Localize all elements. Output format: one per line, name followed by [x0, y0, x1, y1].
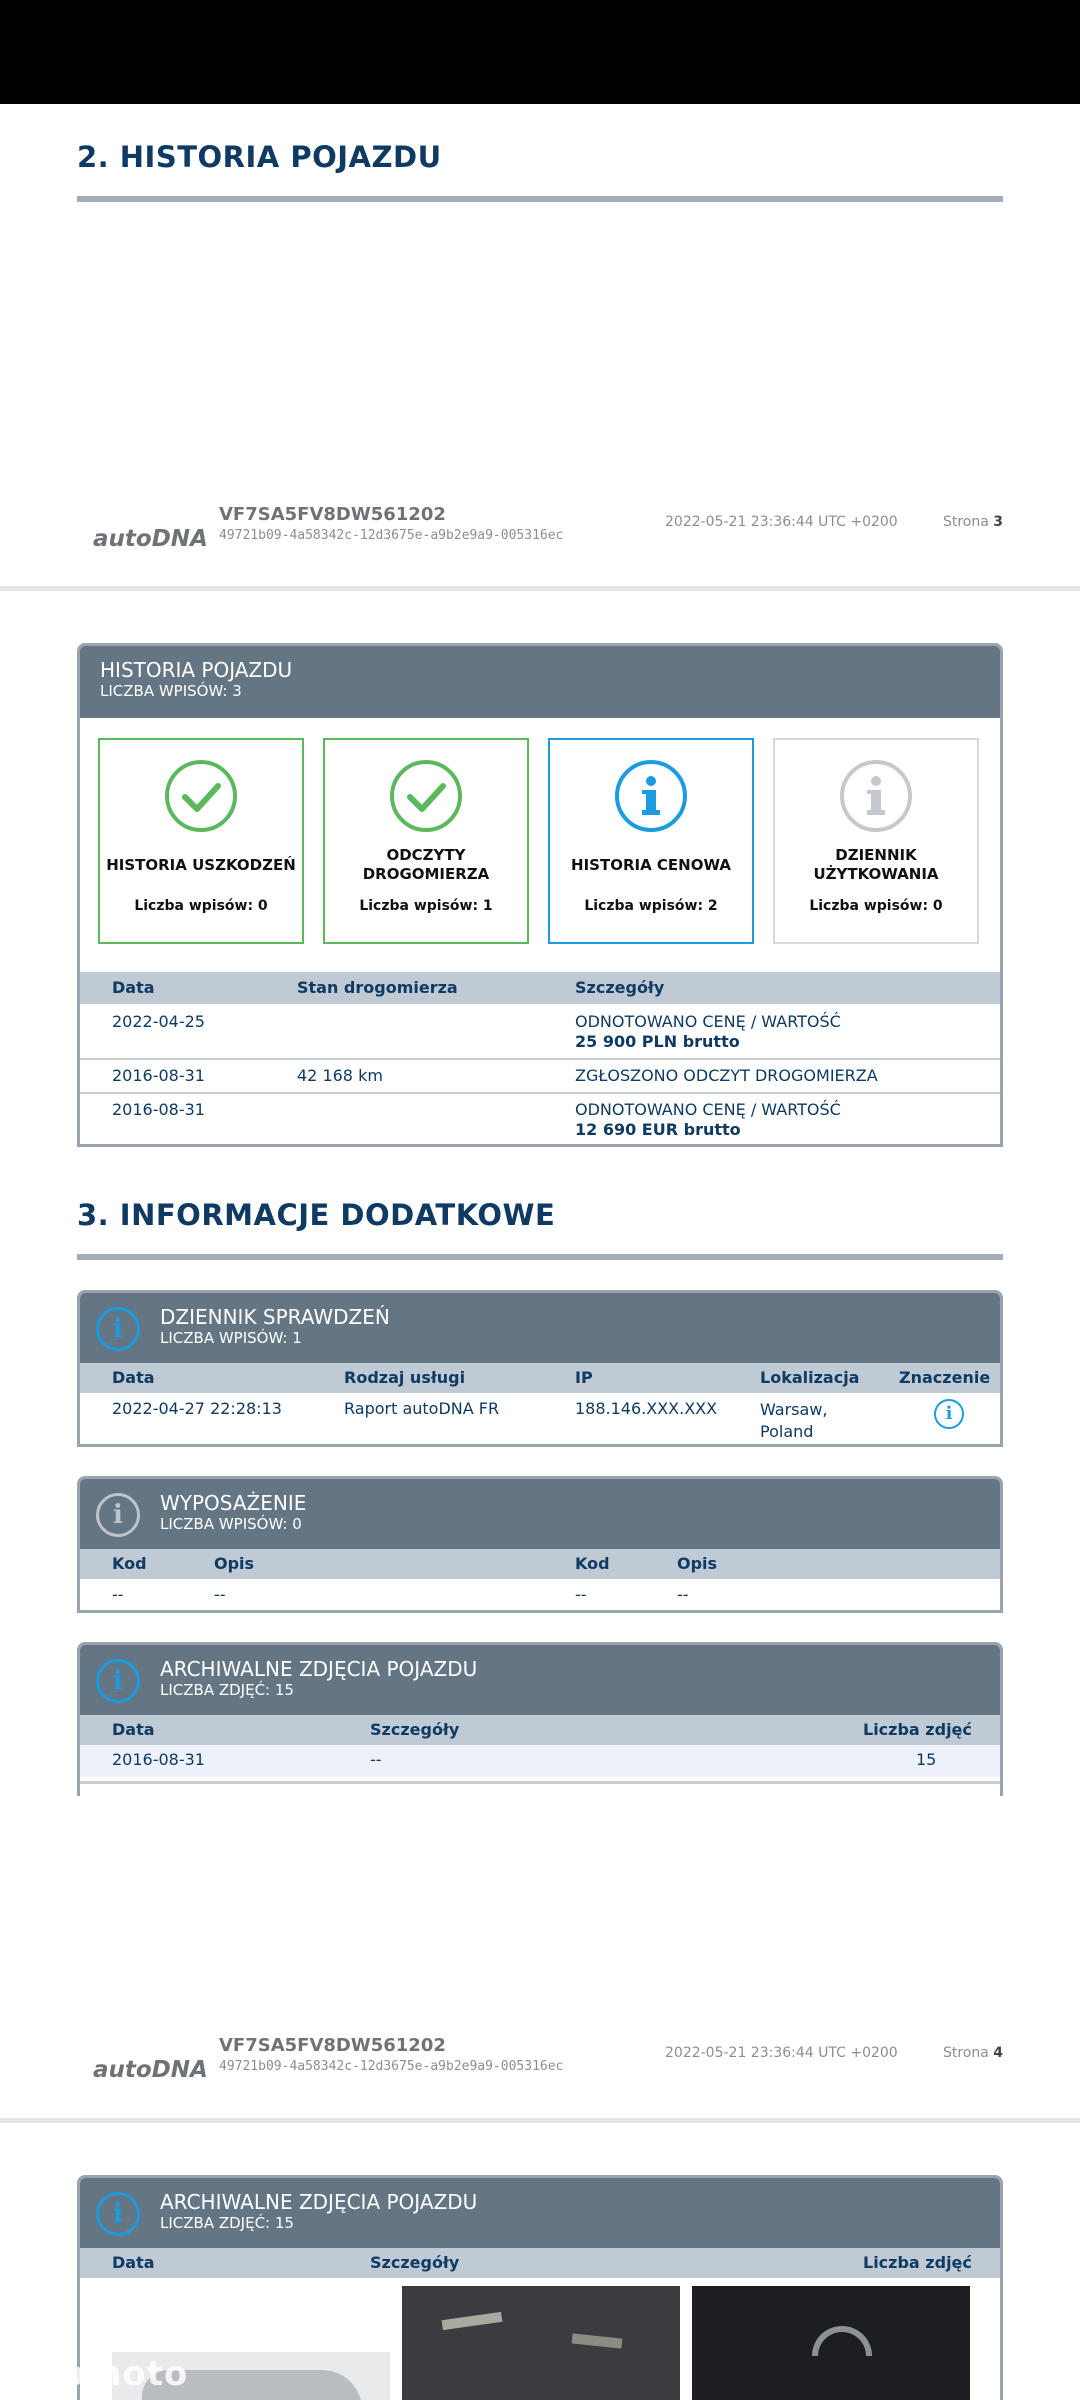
col-details: Szczegóły	[575, 978, 665, 997]
info-icon: i	[96, 1493, 140, 1537]
card-damage-history[interactable]	[98, 738, 304, 944]
photos-table-header	[80, 2248, 1000, 2278]
row-location: Warsaw, Poland	[760, 1400, 828, 1441]
row-detail: ODNOTOWANO CENĘ / WARTOŚĆ	[575, 1012, 841, 1031]
card-usage-log[interactable]	[773, 738, 979, 944]
col-photo-count: Liczba zdjęć	[863, 2253, 972, 2272]
checks-table-header	[80, 1363, 1000, 1393]
col-data: Data	[112, 978, 155, 997]
photos-panel-header	[80, 2178, 1000, 2248]
history-table-header	[80, 972, 1000, 1004]
history-title: HISTORIA POJAZDU	[100, 658, 293, 682]
row-detail: ZGŁOSZONO ODCZYT DROGOMIERZA	[575, 1066, 878, 1085]
card-count: Liczba wpisów: 0	[809, 898, 943, 914]
check-icon	[390, 760, 462, 832]
row-odometer: 42 168 km	[297, 1066, 383, 1085]
row-date: 2016-08-31	[112, 1100, 205, 1119]
footer-page: Strona 3	[942, 514, 1003, 530]
door-handle	[812, 2326, 872, 2356]
col-data: Data	[112, 1720, 155, 1739]
row-detail: ODNOTOWANO CENĘ / WARTOŚĆ	[575, 1100, 841, 1119]
info-icon: i	[96, 2192, 140, 2236]
autodna-logo: autoDNA	[93, 526, 208, 552]
history-subtitle: LICZBA WPISÓW: 3	[100, 682, 242, 700]
col-code: Kod	[112, 1554, 147, 1573]
card-title: ODCZYTY DROGOMIERZA	[362, 846, 490, 883]
card-count: Liczba wpisów: 0	[134, 898, 268, 914]
footer-vin: VF7SA5FV8DW561202	[219, 504, 446, 525]
row-detail: --	[370, 1750, 382, 1769]
section-3-title: 3. INFORMACJE DODATKOWE	[77, 1198, 556, 1232]
col-details: Szczegóły	[370, 2253, 460, 2272]
autodna-logo: autoDNA	[93, 2057, 208, 2083]
info-icon[interactable]: i	[934, 1399, 964, 1429]
col-description: Opis	[677, 1554, 718, 1573]
photos-subtitle: LICZBA ZDJĘĆ: 15	[160, 1681, 294, 1699]
row-value: 12 690 EUR brutto	[575, 1120, 741, 1139]
col-description: Opis	[214, 1554, 255, 1573]
col-photo-count: Liczba zdjęć	[863, 1720, 972, 1739]
row-value: 25 900 PLN brutto	[575, 1032, 740, 1051]
col-service: Rodzaj usługi	[344, 1368, 466, 1387]
col-data: Data	[112, 2253, 155, 2272]
table-row	[80, 1004, 1000, 1058]
col-code: Kod	[575, 1554, 610, 1573]
history-cards	[80, 718, 1000, 972]
photos-table-header	[80, 1715, 1000, 1745]
card-title: HISTORIA USZKODZEŃ	[106, 855, 296, 874]
row-value: --	[575, 1585, 587, 1604]
section-3-rule	[77, 1254, 1003, 1260]
info-icon	[615, 760, 687, 832]
col-data: Data	[112, 1368, 155, 1387]
page-footer-4	[77, 2035, 1003, 2095]
photos-title: ARCHIWALNE ZDJĘCIA POJAZDU	[160, 1657, 478, 1681]
photo-highlight	[442, 2312, 503, 2330]
col-ip: IP	[575, 1368, 593, 1387]
card-count: Liczba wpisów: 1	[359, 898, 493, 914]
photos-panel	[77, 1642, 1003, 1796]
card-price-history[interactable]	[548, 738, 754, 944]
section-2-rule	[77, 196, 1003, 202]
equipment-table-header	[80, 1549, 1000, 1579]
card-title: DZIENNIK UŻYTKOWANIA	[813, 846, 939, 883]
table-row	[80, 1579, 1000, 1613]
info-icon: i	[96, 1659, 140, 1703]
section-2-title: 2. HISTORIA POJAZDU	[77, 140, 442, 174]
page-divider	[0, 586, 1080, 591]
top-black-bar	[0, 0, 1080, 104]
footer-hash: 49721b09-4a58342c-12d3675e-a9b2e9a9-005316ec	[219, 2059, 564, 2074]
row-date: 2022-04-27 22:28:13	[112, 1399, 282, 1418]
checks-subtitle: LICZBA WPISÓW: 1	[160, 1329, 302, 1347]
row-service: Raport autoDNA FR	[344, 1399, 500, 1418]
row-ip: 188.146.XXX.XXX	[575, 1399, 718, 1418]
equipment-panel-header	[80, 1479, 1000, 1549]
photos-subtitle: LICZBA ZDJĘĆ: 15	[160, 2214, 294, 2232]
checks-panel	[77, 1290, 1003, 1447]
check-icon	[165, 760, 237, 832]
photos-title: ARCHIWALNE ZDJĘCIA POJAZDU	[160, 2190, 478, 2214]
col-location: Lokalizacja	[760, 1368, 860, 1387]
vehicle-photo[interactable]	[402, 2286, 680, 2400]
photos-panel-header	[80, 1645, 1000, 1715]
footer-hash: 49721b09-4a58342c-12d3675e-a9b2e9a9-005316ec	[219, 528, 564, 543]
row-value: --	[112, 1585, 124, 1604]
info-icon	[840, 760, 912, 832]
photo-highlight	[572, 2333, 623, 2348]
col-meaning: Znaczenie	[899, 1368, 991, 1387]
card-count: Liczba wpisów: 2	[584, 898, 718, 914]
row-border	[80, 1781, 1003, 1784]
footer-date: 2022-05-21 23:36:44 UTC +0200	[665, 514, 898, 530]
vehicle-photo[interactable]	[692, 2286, 970, 2400]
checks-panel-header	[80, 1293, 1000, 1363]
equipment-subtitle: LICZBA WPISÓW: 0	[160, 1515, 302, 1533]
info-icon: i	[96, 1307, 140, 1351]
equipment-title: WYPOSAŻENIE	[160, 1491, 307, 1515]
table-row	[80, 1058, 1000, 1092]
row-value: --	[214, 1585, 226, 1604]
row-count: 15	[916, 1750, 937, 1769]
history-panel	[77, 643, 1003, 1147]
card-odometer[interactable]	[323, 738, 529, 944]
row-date: 2016-08-31	[112, 1750, 205, 1769]
history-panel-header	[80, 646, 1000, 718]
footer-page: Strona 4	[942, 2045, 1003, 2061]
page-divider	[0, 2118, 1080, 2123]
equipment-panel	[77, 1476, 1003, 1613]
footer-date: 2022-05-21 23:36:44 UTC +0200	[665, 2045, 898, 2061]
table-row[interactable]	[80, 1745, 1000, 1777]
table-row	[80, 1092, 1000, 1146]
checks-title: DZIENNIK SPRAWDZEŃ	[160, 1305, 390, 1329]
row-date: 2022-04-25	[112, 1012, 205, 1031]
table-row	[80, 1393, 1000, 1445]
col-odometer: Stan drogomierza	[297, 978, 458, 997]
photos-panel-2	[77, 2175, 1003, 2400]
row-date: 2016-08-31	[112, 1066, 205, 1085]
otomoto-watermark: otomoto	[20, 2354, 189, 2394]
col-details: Szczegóły	[370, 1720, 460, 1739]
page-footer-3	[77, 504, 1003, 564]
footer-vin: VF7SA5FV8DW561202	[219, 2035, 446, 2056]
card-title: HISTORIA CENOWA	[571, 855, 731, 874]
row-value: --	[677, 1585, 689, 1604]
